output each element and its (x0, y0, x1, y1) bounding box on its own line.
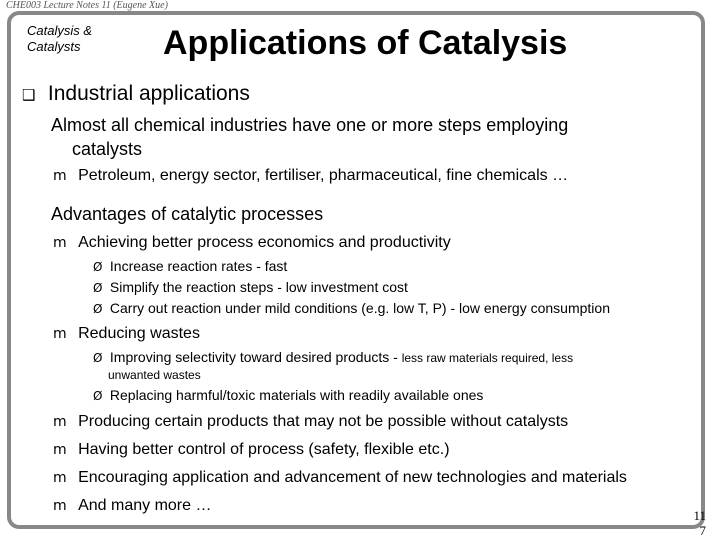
arrow-bullet-icon: Ø (93, 281, 103, 295)
sub-item-text: Improving selectivity toward desired products - (109, 349, 402, 365)
circle-bullet-icon: m (53, 168, 67, 184)
sub-item-text: Carry out reaction under mild conditions (e.g. low T, P) - low energy consumption (109, 300, 610, 316)
header-note: CHE003 Lecture Notes 11 (Eugene Xue) (6, 0, 168, 11)
sub-item-text: Simplify the reaction steps - low investment cost (109, 279, 408, 295)
list-item (53, 497, 211, 515)
circle-bullet-icon: m (53, 470, 67, 486)
arrow-bullet-icon: Ø (93, 302, 103, 316)
sub-item (93, 387, 483, 405)
circle-bullet-icon: m (53, 414, 67, 430)
page-number-sub: 7 (699, 523, 706, 538)
square-bullet-icon: ❑ (22, 86, 36, 104)
list-item-text: Having better control of process (safety, flexible etc.) (78, 441, 450, 458)
list-item (53, 325, 200, 343)
paragraph-line: Almost all chemical industries have one or more steps employing (51, 115, 569, 135)
page-number-main: 11 (693, 508, 706, 523)
list-item (53, 413, 568, 431)
circle-bullet-icon: m (53, 235, 67, 251)
level1-item (22, 82, 250, 106)
level1-text: Industrial applications (47, 82, 250, 105)
list-item-text: Achieving better process economics and productivity (78, 234, 451, 251)
sub-item (93, 349, 573, 367)
circle-bullet-icon: m (53, 498, 67, 514)
sub-item (93, 258, 287, 276)
page-number (676, 508, 706, 538)
sub-item (93, 279, 408, 297)
list-item (53, 469, 627, 487)
arrow-bullet-icon: Ø (93, 389, 103, 403)
paragraph-line: catalysts (72, 139, 143, 159)
list-item-text: Reducing wastes (78, 325, 200, 342)
sub-item-text: Replacing harmful/toxic materials with readily available ones (109, 387, 484, 403)
list-item-text: Encouraging application and advancement of new technologies and materials (78, 469, 627, 486)
list-item-text: Producing certain products that may not be possible without catalysts (78, 413, 569, 430)
sub-item (93, 300, 610, 318)
list-item-text: And many more … (78, 497, 212, 514)
list-item (53, 234, 451, 252)
arrow-bullet-icon: Ø (93, 260, 103, 274)
list-item (53, 167, 568, 185)
sub-item-text: Increase reaction rates - fast (109, 258, 288, 274)
circle-bullet-icon: m (53, 442, 67, 458)
page-title: Applications of Catalysis (163, 24, 568, 62)
sub-item-note: unwanted wastes (108, 368, 201, 382)
list-item-text: Petroleum, energy sector, fertiliser, pharmaceutical, fine chemicals … (78, 167, 569, 184)
section-tag: Catalysis & Catalysts (27, 23, 93, 54)
arrow-bullet-icon: Ø (93, 351, 103, 365)
circle-bullet-icon: m (53, 326, 67, 342)
sub-item-note: less raw materials required, less (401, 351, 574, 365)
paragraph-line: Advantages of catalytic processes (51, 204, 324, 224)
list-item (53, 441, 450, 459)
